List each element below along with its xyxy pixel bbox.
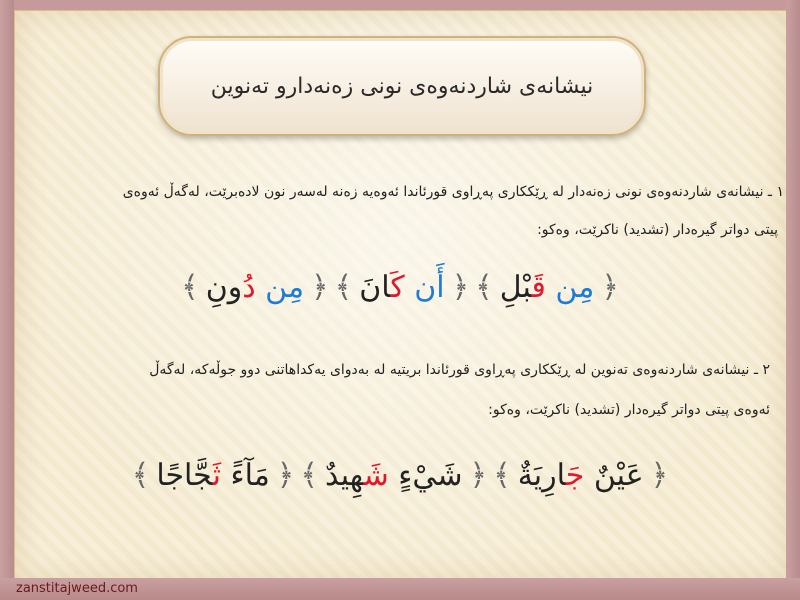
ornament-bracket-icon: ﴿ xyxy=(451,269,470,305)
verse-text xyxy=(206,270,304,305)
page-title: نیشانەی شاردنەوەی نونی زەنەدارو تەنوین xyxy=(210,73,594,99)
verse-word: شَيْءٍ xyxy=(398,457,463,493)
section-1-line-1: ١ ـ نیشانەی شاردنەوەی نونی زەنەدار لە ڕێککاری پەڕاوی قورئاندا ئەوەیە زەنە لەسەر نون لادەبرێت، لەگەڵ ئەوەی xyxy=(122,184,784,200)
verse-text xyxy=(359,270,444,305)
verse-word: عَيْنٌ xyxy=(593,457,644,493)
ornament-bracket-icon: ﴿ xyxy=(469,457,488,493)
verse-word: دُونِ xyxy=(205,269,256,305)
verse-maan-thajjaja xyxy=(129,458,298,493)
verse-min-qabli xyxy=(472,270,622,305)
verse-text xyxy=(156,458,269,493)
verse-min-duni xyxy=(178,270,332,305)
ornament-bracket-icon: ﴾ xyxy=(493,457,511,493)
ornament-bracket-icon: ﴾ xyxy=(475,269,493,305)
ornament-bracket-icon: ﴾ xyxy=(131,457,150,493)
section-2-line-1: ٢ ـ نیشانەی شاردنەوەی تەنوین لە ڕێککاری پەڕاوی قورئاندا بریتیە لە بەدوای یەکداهاتنی دوو جوڵەکە، لەگەڵ xyxy=(149,362,770,378)
verse-word: جَارِيَةٌ xyxy=(517,457,585,493)
verse-word: شَهِيدٌ xyxy=(324,457,389,493)
verse-row-2 xyxy=(0,450,800,500)
section-1-line-2: پیتی دواتر گیرەدار (تشدید) ناکرێت، وەکو: xyxy=(537,222,778,238)
ornament-bracket-icon: ﴾ xyxy=(334,269,353,305)
verse-text xyxy=(325,458,463,493)
verse-an-kana xyxy=(332,270,473,305)
verse-word: قَبْلِ xyxy=(499,269,546,305)
highlight-noon: أَن xyxy=(414,269,445,305)
verse-word: ثَجَّاجًا xyxy=(156,457,221,493)
ornament-bracket-icon: ﴿ xyxy=(601,269,619,305)
ornament-bracket-icon: ﴾ xyxy=(300,457,318,493)
verse-word: مَآءً xyxy=(230,457,270,493)
ornament-bracket-icon: ﴾ xyxy=(181,269,199,305)
section-2-line-2: ئەوەی پیتی دواتر گیرەدار (تشدید) ناکرێت، وەکو: xyxy=(488,402,770,418)
title-banner xyxy=(158,36,646,136)
verse-shayin-shahid xyxy=(297,458,490,493)
verse-word: كَانَ xyxy=(359,269,405,305)
verse-text xyxy=(518,458,644,493)
footer-website-link[interactable]: zanstitajweed.com xyxy=(16,581,138,596)
verse-row-1 xyxy=(0,262,800,312)
ornament-bracket-icon: ﴿ xyxy=(311,269,329,305)
highlight-noon: مِن xyxy=(555,269,595,305)
highlight-noon: مِن xyxy=(265,269,305,305)
verse-text xyxy=(500,270,595,305)
ornament-bracket-icon: ﴿ xyxy=(276,457,295,493)
ornament-bracket-icon: ﴿ xyxy=(650,457,669,493)
verse-aynun-jariyah xyxy=(490,458,671,493)
